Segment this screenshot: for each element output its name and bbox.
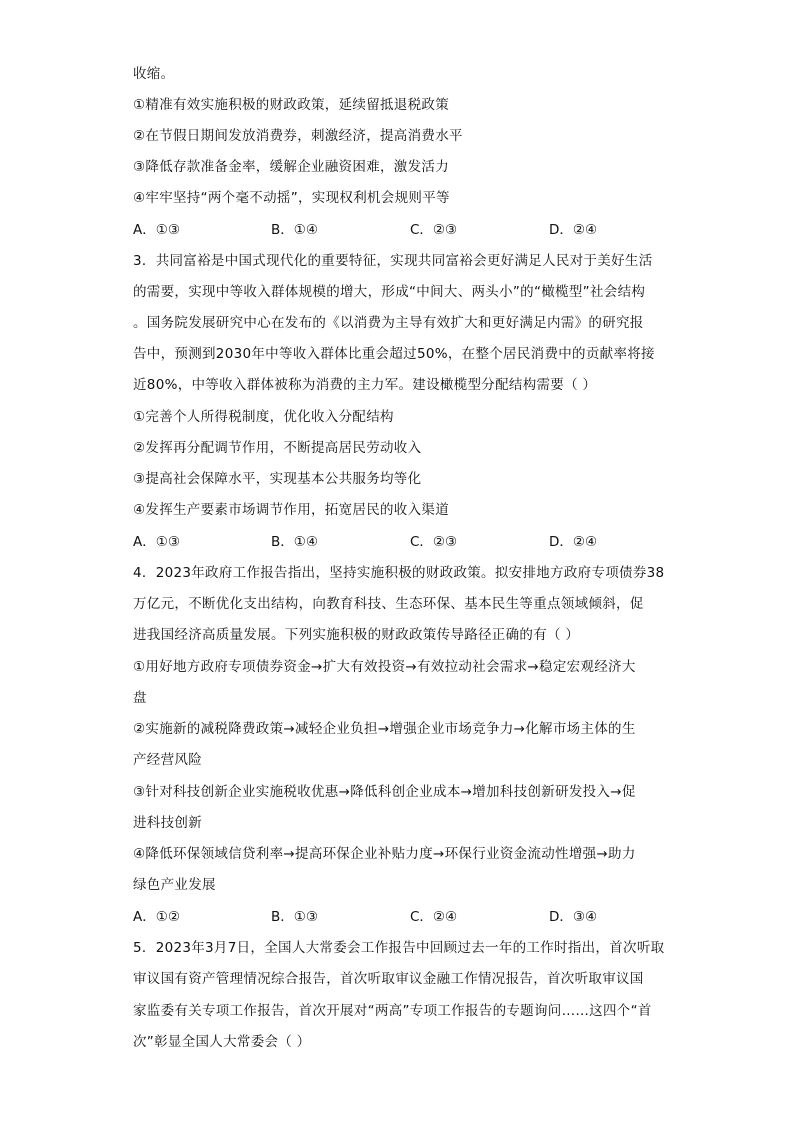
text-line: 万亿元，不断优化支出结构，向教育科技、生态环保、基本民生等重点领域倾斜，促 [133, 596, 644, 612]
option-c[interactable]: C．②③ [410, 222, 458, 238]
text-line: ④降低环保领域信贷利率→提高环保企业补贴力度→环保行业资金流动性增强→助力 [133, 846, 636, 862]
option-a[interactable]: A．①③ [133, 534, 180, 550]
option-c[interactable]: C．②③ [410, 534, 458, 550]
option-d[interactable]: D．③④ [549, 909, 598, 925]
text-line: 的需要，实现中等收入群体规模的增大，形成“中间大、两头小”的“橄榄型”社会结构 [133, 284, 646, 300]
text-line: 审议国有资产管理情况综合报告，首次听取审议金融工作情况报告，首次听取审议国 [133, 971, 644, 987]
option-b[interactable]: B．①④ [271, 222, 318, 238]
text-line: 盘 [133, 690, 147, 706]
option-b[interactable]: B．①④ [271, 534, 318, 550]
text-line: 绿色产业发展 [133, 877, 216, 893]
text-line: 产经营风险 [133, 752, 202, 768]
text-line: ④发挥生产要素市场调节作用，拓宽居民的收入渠道 [133, 502, 450, 518]
option-c[interactable]: C．②④ [410, 909, 458, 925]
option-a[interactable]: A．①③ [133, 222, 180, 238]
text-line: ④牢牢坚持“两个毫不动摇”，实现权利机会规则平等 [133, 190, 450, 206]
question-4-text: 4．2023年政府工作报告指出，坚持实施积极的财政政策。拟安排地方政府专项债券38 [133, 565, 665, 581]
answer-options-q3 [133, 532, 673, 552]
option-d[interactable]: D．②④ [549, 222, 598, 238]
text-line: ③针对科技创新企业实施税收优惠→降低科创企业成本→增加科技创新研发投入→促 [133, 784, 636, 800]
text-line: 家监委有关专项工作报告，首次开展对“两高”专项工作报告的专题询问……这四个“首 [133, 1003, 652, 1019]
option-d[interactable]: D．②④ [549, 534, 598, 550]
text-line: 次”彰显全国人大常委会（ ） [133, 1034, 311, 1050]
question-5-text: 5．2023年3月7日，全国人大常委会工作报告中回顾过去一年的工作时指出，首次听取 [133, 940, 665, 956]
text-line: 收缩。 [133, 66, 175, 82]
text-line: ②在节假日期间发放消费券，刺激经济，提高消费水平 [133, 128, 463, 144]
text-line: ②发挥再分配调节作用，不断提高居民劳动收入 [133, 440, 422, 456]
text-line: ①精准有效实施积极的财政政策，延续留抵退税政策 [133, 97, 450, 113]
text-line: 进科技创新 [133, 815, 202, 831]
answer-options-q2 [133, 220, 673, 240]
option-b[interactable]: B．①③ [271, 909, 318, 925]
text-line: 近80%，中等收入群体被称为消费的主力军。建设橄榄型分配结构需要（ ） [133, 377, 597, 393]
question-3-text: 3．共同富裕是中国式现代化的重要特征，实现共同富裕会更好满足人民对于美好生活 [133, 253, 653, 269]
text-line: ③降低存款准备金率，缓解企业融资困难，激发活力 [133, 159, 450, 175]
option-a[interactable]: A．①② [133, 909, 180, 925]
text-line: 告中，预测到2030年中等收入群体比重会超过50%，在整个居民消费中的贡献率将接 [133, 346, 655, 362]
text-line: ①用好地方政府专项债券资金→扩大有效投资→有效拉动社会需求→稳定宏观经济大 [133, 659, 636, 675]
text-line: ①完善个人所得税制度，优化收入分配结构 [133, 409, 394, 425]
text-line: ②实施新的减税降费政策→减轻企业负担→增强企业市场竞争力→化解市场主体的生 [133, 721, 636, 737]
text-line: ③提高社会保障水平，实现基本公共服务均等化 [133, 471, 422, 487]
answer-options-q4 [133, 907, 673, 927]
text-line: 。国务院发展研究中心在发布的《以消费为主导有效扩大和更好满足内需》的研究报 [133, 315, 644, 331]
text-line: 进我国经济高质量发展。下列实施积极的财政政策传导路径正确的有（ ） [133, 627, 580, 643]
